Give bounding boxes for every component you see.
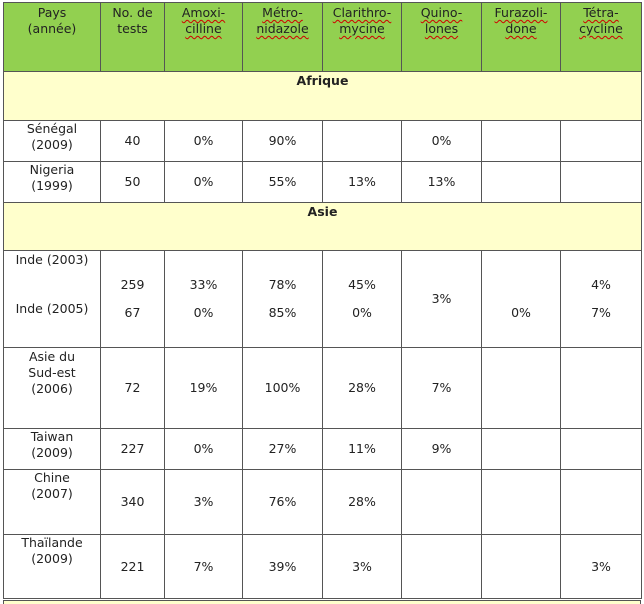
cell-tetracycline	[561, 162, 642, 203]
cell-pays: Asie du Sud-est (2006)	[4, 348, 101, 429]
cell-pays: Sénégal (2009)	[4, 121, 101, 162]
inde-2003-label: Inde (2003)	[15, 252, 89, 267]
cell-clarithromycine: 45% 0%	[323, 251, 402, 348]
next-region-strip	[3, 600, 641, 604]
cell-metronidazole: 76%	[243, 470, 323, 535]
cell-tests: 40	[101, 121, 165, 162]
header-furazolidone: Furazoli- done	[482, 3, 561, 72]
table-row-asie-sud-est	[4, 348, 642, 429]
cell-amoxicilline: 0%	[165, 162, 243, 203]
cell-clarithromycine: 28%	[323, 348, 402, 429]
cell-tests: 227	[101, 429, 165, 470]
cell-furazolidone: 0%	[482, 251, 561, 348]
header-tetracycline: Tétra- cycline	[561, 3, 642, 72]
cell-clarithromycine	[323, 121, 402, 162]
cell-metronidazole: 100%	[243, 348, 323, 429]
cell-amoxicilline: 0%	[165, 121, 243, 162]
cell-tetracycline	[561, 348, 642, 429]
cell-tests: 50	[101, 162, 165, 203]
cell-amoxicilline: 19%	[165, 348, 243, 429]
inde-2005-label: Inde (2005)	[15, 301, 89, 316]
cell-furazolidone	[482, 121, 561, 162]
cell-amoxicilline: 3%	[165, 470, 243, 535]
cell-quinolones	[402, 470, 482, 535]
table-row-nigeria	[4, 162, 642, 203]
cell-furazolidone	[482, 470, 561, 535]
cell-amoxicilline: 0%	[165, 429, 243, 470]
cell-metronidazole: 27%	[243, 429, 323, 470]
header-quinolones: Quino- lones	[402, 3, 482, 72]
cell-amoxicilline: 7%	[165, 535, 243, 599]
cell-quinolones: 3%	[402, 251, 482, 348]
cell-pays: Taiwan (2009)	[4, 429, 101, 470]
cell-tetracycline: 3%	[561, 535, 642, 599]
cell-amoxicilline: 33% 0%	[165, 251, 243, 348]
table-row-senegal	[4, 121, 642, 162]
cell-tetracycline	[561, 470, 642, 535]
header-metronidazole: Métro- nidazole	[243, 3, 323, 72]
region-row-asie	[4, 203, 642, 251]
cell-furazolidone	[482, 348, 561, 429]
cell-metronidazole: 55%	[243, 162, 323, 203]
cell-quinolones: 13%	[402, 162, 482, 203]
cell-quinolones	[402, 535, 482, 599]
cell-clarithromycine: 3%	[323, 535, 402, 599]
cell-tests: 340	[101, 470, 165, 535]
cell-pays: Chine (2007)	[4, 470, 101, 535]
header-row	[4, 3, 642, 72]
cell-metronidazole: 90%	[243, 121, 323, 162]
header-pays: Pays (année)	[4, 3, 101, 72]
cell-tetracycline	[561, 121, 642, 162]
cell-clarithromycine: 28%	[323, 470, 402, 535]
cell-metronidazole: 39%	[243, 535, 323, 599]
cell-quinolones: 9%	[402, 429, 482, 470]
header-clarithromycine: Clarithro- mycine	[323, 3, 402, 72]
table-row-chine	[4, 470, 642, 535]
resistance-table	[3, 2, 642, 599]
cell-tests: 72	[101, 348, 165, 429]
region-row-afrique	[4, 72, 642, 121]
cell-clarithromycine: 13%	[323, 162, 402, 203]
cell-pays: Thaïlande (2009)	[4, 535, 101, 599]
region-label-afrique: Afrique	[4, 72, 642, 121]
cell-furazolidone	[482, 162, 561, 203]
cell-tests: 221	[101, 535, 165, 599]
table-row-thailande	[4, 535, 642, 599]
region-label-asie: Asie	[4, 203, 642, 251]
cell-tetracycline: 4% 7%	[561, 251, 642, 348]
table-row-taiwan	[4, 429, 642, 470]
cell-pays: Nigeria (1999)	[4, 162, 101, 203]
table-row-inde	[4, 251, 642, 348]
header-amoxicilline: Amoxi- cilline	[165, 3, 243, 72]
cell-clarithromycine: 11%	[323, 429, 402, 470]
cell-quinolones: 0%	[402, 121, 482, 162]
cell-furazolidone	[482, 535, 561, 599]
cell-quinolones: 7%	[402, 348, 482, 429]
cell-tetracycline	[561, 429, 642, 470]
cell-pays	[4, 251, 101, 348]
header-tests: No. de tests	[101, 3, 165, 72]
cell-tests: 259 67	[101, 251, 165, 348]
cell-furazolidone	[482, 429, 561, 470]
cell-metronidazole: 78% 85%	[243, 251, 323, 348]
